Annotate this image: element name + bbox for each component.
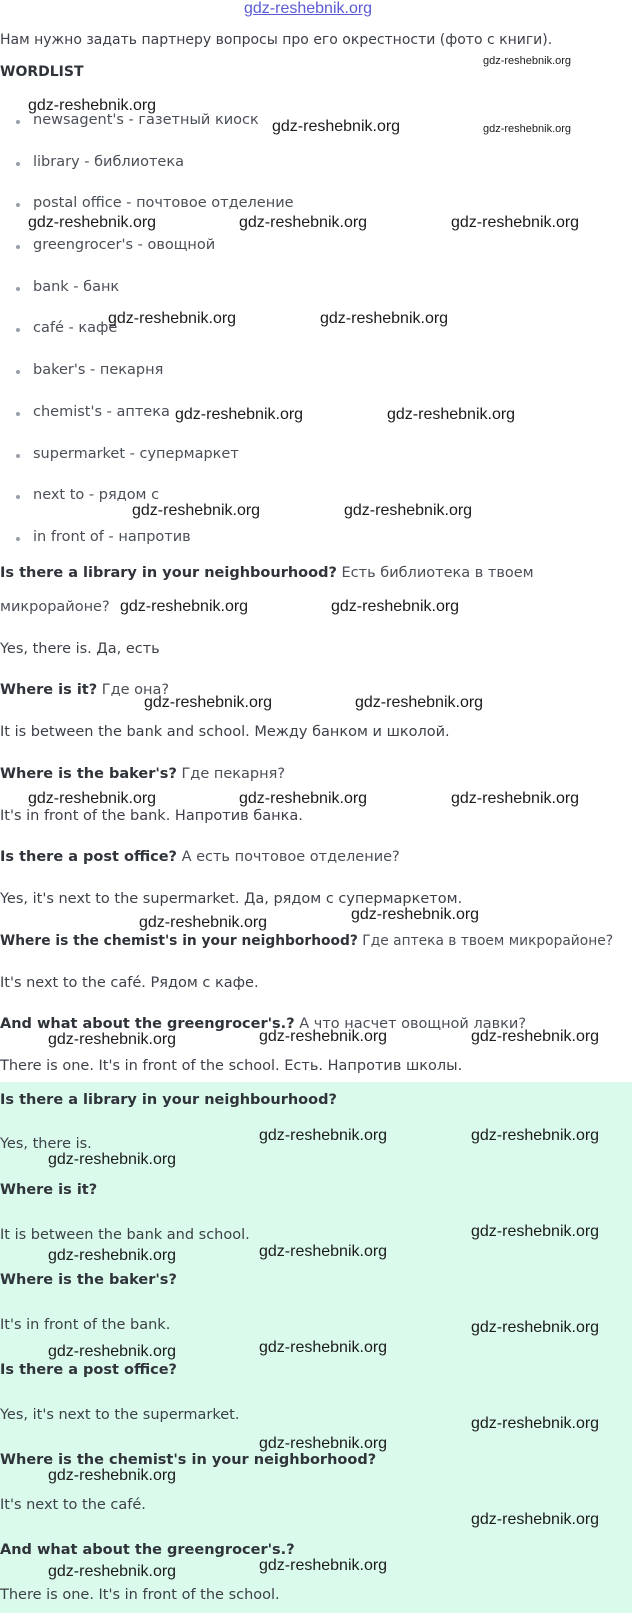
list-item: library - библиотека — [0, 154, 632, 196]
watermark: gdz-reshebnik.org — [259, 1243, 388, 1260]
watermark: gdz-reshebnik.org — [344, 502, 473, 519]
list-item: postal office - почтовое отделение — [0, 195, 632, 237]
watermark: gdz-reshebnik.org — [120, 598, 249, 615]
list-item: greengrocer's - овощной — [0, 237, 632, 279]
question-5: Where is the chemist's in your neighborhood? Где аптека в твоем микрорайоне? — [0, 933, 614, 949]
list-item: supermarket - супермаркет — [0, 446, 632, 488]
answer-6: There is one. It's in front of the school. — [0, 1587, 280, 1603]
wordlist-heading: WORDLIST — [0, 64, 84, 80]
watermark: gdz-reshebnik.org — [471, 1028, 600, 1045]
bullet-icon — [16, 370, 20, 374]
watermark: gdz-reshebnik.org — [387, 406, 516, 423]
watermark: gdz-reshebnik.org — [175, 406, 304, 423]
list-item: café - кафе — [0, 320, 632, 362]
watermark: gdz-reshebnik.org — [351, 906, 480, 923]
question-5: Where is the chemist's in your neighborhood? — [0, 1452, 377, 1468]
watermark: gdz-reshebnik.org — [139, 914, 268, 931]
watermark: gdz-reshebnik.org — [259, 1028, 388, 1045]
bullet-icon — [16, 412, 20, 416]
answer-2: It is between the bank and school. — [0, 1227, 250, 1243]
question-2: Where is it? Где она? — [0, 682, 170, 698]
question-4: Is there a post office? А есть почтовое отделение? — [0, 849, 400, 865]
question-6: And what about the greengrocer's.? А что насчет овощной лавки? — [0, 1016, 527, 1032]
answer-2: It is between the bank and school. Между банком и школой. — [0, 724, 450, 740]
watermark: gdz-reshebnik.org — [28, 97, 157, 114]
bullet-icon — [16, 162, 20, 166]
answer-1: Yes, there is. Да, есть — [0, 641, 160, 657]
watermark: gdz-reshebnik.org — [272, 118, 401, 135]
question-3: Where is the baker's? — [0, 1272, 177, 1288]
question-1-translation-cont: микрорайоне? — [0, 599, 110, 615]
watermark: gdz-reshebnik.org — [355, 694, 484, 711]
watermark: gdz-reshebnik.org — [471, 1511, 600, 1528]
watermark: gdz-reshebnik.org — [483, 123, 572, 135]
watermark: gdz-reshebnik.org — [48, 1343, 177, 1360]
question-1: Is there a library in your neighbourhood? — [0, 1092, 337, 1108]
watermark: gdz-reshebnik.org — [471, 1223, 600, 1240]
watermark: gdz-reshebnik.org — [48, 1563, 177, 1580]
question-3: Where is the baker's? Где пекарня? — [0, 766, 286, 782]
watermark: gdz-reshebnik.org — [48, 1247, 177, 1264]
watermark: gdz-reshebnik.org — [48, 1031, 177, 1048]
question-2: Where is it? — [0, 1182, 98, 1198]
answer-4: Yes, it's next to the supermarket. — [0, 1407, 240, 1423]
bullet-icon — [16, 537, 20, 541]
bullet-icon — [16, 245, 20, 249]
watermark: gdz-reshebnik.org — [108, 310, 237, 327]
question-4: Is there a post office? — [0, 1362, 177, 1378]
watermark: gdz-reshebnik.org — [48, 1467, 177, 1484]
wordlist — [0, 112, 632, 571]
list-item: chemist's - аптека — [0, 404, 632, 446]
list-item: baker's - пекарня — [0, 362, 632, 404]
answer-3: It's in front of the bank. — [0, 1317, 171, 1333]
watermark: gdz-reshebnik.org — [239, 790, 368, 807]
watermark: gdz-reshebnik.org — [483, 55, 572, 67]
bullet-icon — [16, 203, 20, 207]
list-item: next to - рядом с — [0, 487, 632, 529]
question-6: And what about the greengrocer's.? — [0, 1542, 295, 1558]
bullet-icon — [16, 120, 20, 124]
watermark: gdz-reshebnik.org — [239, 214, 368, 231]
site-link[interactable]: gdz-reshebnik.org — [244, 0, 373, 17]
answer-5: It's next to the café. — [0, 1497, 146, 1513]
watermark: gdz-reshebnik.org — [331, 598, 460, 615]
watermark: gdz-reshebnik.org — [144, 694, 273, 711]
bullet-icon — [16, 495, 20, 499]
watermark: gdz-reshebnik.org — [320, 310, 449, 327]
watermark: gdz-reshebnik.org — [259, 1435, 388, 1452]
watermark: gdz-reshebnik.org — [471, 1319, 600, 1336]
list-item: bank - банк — [0, 279, 632, 321]
watermark: gdz-reshebnik.org — [259, 1127, 388, 1144]
watermark: gdz-reshebnik.org — [451, 790, 580, 807]
watermark: gdz-reshebnik.org — [28, 214, 157, 231]
watermark: gdz-reshebnik.org — [471, 1127, 600, 1144]
watermark: gdz-reshebnik.org — [451, 214, 580, 231]
intro-text: Нам нужно задать партнеру вопросы про его окрестности (фото с книги). — [0, 32, 553, 48]
bullet-icon — [16, 328, 20, 332]
list-item: newsagent's - газетный киоск — [0, 112, 632, 154]
answer-5: It's next to the café. Рядом с кафе. — [0, 975, 259, 991]
answer-3: It's in front of the bank. Напротив банка. — [0, 808, 303, 824]
answer-6: There is one. It's in front of the school. Есть. Напротив школы. — [0, 1058, 463, 1074]
question-1: Is there a library in your neighbourhood? Есть библиотека в твоем — [0, 565, 534, 581]
watermark: gdz-reshebnik.org — [48, 1151, 177, 1168]
bullet-icon — [16, 454, 20, 458]
watermark: gdz-reshebnik.org — [259, 1339, 388, 1356]
watermark: gdz-reshebnik.org — [132, 502, 261, 519]
watermark: gdz-reshebnik.org — [28, 790, 157, 807]
answer-1: Yes, there is. — [0, 1136, 92, 1152]
watermark: gdz-reshebnik.org — [259, 1557, 388, 1574]
watermark: gdz-reshebnik.org — [471, 1415, 600, 1432]
answer-4: Yes, it's next to the supermarket. Да, рядом с супермаркетом. — [0, 891, 463, 907]
bullet-icon — [16, 287, 20, 291]
list-item: in front of - напротив — [0, 529, 632, 571]
